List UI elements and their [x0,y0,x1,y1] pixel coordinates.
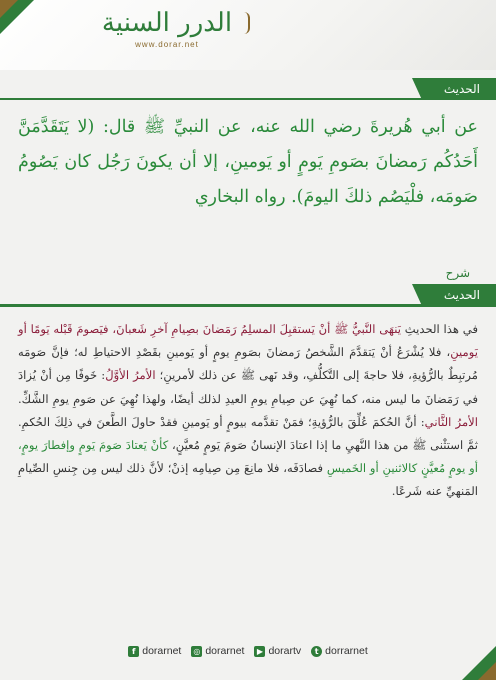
twitter-icon: t [311,646,322,657]
sharh-tab [396,262,496,308]
social-instagram[interactable] [191,645,244,657]
sharh-part: : خَوفًا مِن أنْ يُزادَ في رَمَضانَ ما ليس منه، كما نُهِيَ عن صِيامِ يومِ العيدِ لذلك أيضًا، ولهذا نُهِيَ عن صَومِ يومِ الشَّكِّ. [18,368,478,406]
sharh-highlight: كأنْ يَعتادَ صَومَ يَومٍ وإفطارَ يومٍ، أو يومٍ مُعيَّنٍ كالاثنينِ أو الخَميسِ [18,438,478,476]
social-twitter[interactable] [311,645,368,657]
facebook-icon: f [128,646,139,657]
instagram-icon: ◎ [191,646,202,657]
hadith-tab-label: الحديث [422,78,496,100]
sharh-tab-label-bottom: الحديث [422,284,496,306]
social-footer [0,640,496,662]
social-handle: dorartv [268,645,302,657]
social-youtube[interactable] [254,645,301,657]
logo-mark-icon [238,12,250,34]
social-handle: dorarnet [205,645,245,657]
social-facebook[interactable] [128,645,181,657]
social-handle: dorrarnet [325,645,368,657]
header-band [0,0,496,70]
hadith-tab [376,78,496,100]
sharh-part: ، فلا يُشْرَعُ أنْ يَتقدَّمَ الشَّخصُ رَمضانَ بصَومِ يومٍ أو يَومينِ بقَصْدِ الاحتياطِ له؛ فإنَّ صَومَه مُرتبِطٌ بالرُّؤيةِ، فلا حاجةَ إلى التَّكلُّفِ، وقد نَهى ﷺ عن ذلك لأمرينِ؛ [18,345,478,383]
dorar-logo [92,8,242,54]
sharh-part: في هذا الحديثِ [400,322,478,336]
sharh-part: فصادَفَه، فلا مانِعَ مِن صِيامِه إذنْ؛ لأنَّ ذلك ليس مِن جِنسِ الصِّيامِ المَنهيِّ عنه شَرعًا. [18,461,478,499]
sharh-highlight: الأمرُ الثَّاني [424,414,478,429]
sharh-part: : أنَّ الحُكمَ عُلِّقَ بالرُّؤيةِ؛ فمَنْ تقدَّمه بيومٍ أو يَومينِ فقدْ حاولَ الطَّعنَ في ذلِكَ الحُكمِ. ثمَّ استثْنى ﷺ من هذا النَّهيِ ما إذا اعتادَ الإنسانُ صَومَ يَومٍ مُعيَّنٍ، [18,414,478,453]
sharh-rule [0,304,496,307]
sharh-text [18,318,478,504]
sharh-highlight: يَنهَى النَّبيُّ ﷺ أنْ يَستقبِلَ المسلِمُ رَمَضانَ بصِيامِ آخرِ شَعبانَ، فيَصومَ قَبْله يَومًا أو يَومينِ [18,322,478,360]
sharh-tab-label-top: شرح [445,266,470,280]
social-handle: dorarnet [142,645,182,657]
logo-url: www.dorar.net [135,40,199,49]
corner-decoration-bottom-right-gold [478,662,496,680]
corner-decoration-top-left-gold [0,0,18,18]
sharh-highlight: الأمرُ الأوَّلُ [105,368,156,383]
logo-text: الدرر السنية [101,8,233,38]
youtube-icon: ▶ [254,646,265,657]
hadith-text: عن أبي هُريرةَ رضي الله عنه، عن النبيِّ ﷺ قال: (لا يَتَقَدَّمَنَّ أَحَدُكُم رَمضانَ بصَومِ يَومٍ أو يَومينِ، إلا أن يكونَ رَجُل كان يَصُومُ صَومَه، فلْيَصُم ذلكَ اليومَ). رواه البخاري [18,117,478,207]
